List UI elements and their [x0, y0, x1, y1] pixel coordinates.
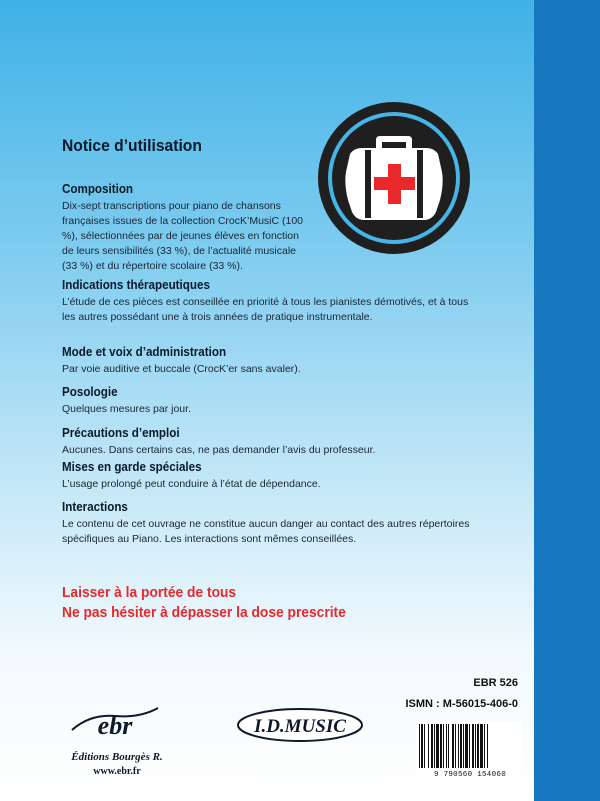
barcode-bar	[452, 724, 454, 768]
barcode-bar	[440, 724, 442, 768]
barcode-bar	[460, 724, 462, 768]
id-music-logo-text: I.D.MUSIC	[254, 716, 346, 737]
barcode-bar	[477, 724, 479, 768]
barcode-bar	[487, 724, 488, 768]
section-body: L’usage prolongé peut conduire à l’état de dépendance.	[62, 478, 321, 490]
ebr-logo	[70, 700, 160, 742]
section-title: Posologie	[62, 385, 118, 399]
barcode-bar	[421, 724, 423, 768]
publisher-url: www.ebr.fr	[93, 766, 141, 777]
barcode-bar	[484, 724, 485, 768]
section-interactions	[62, 500, 472, 547]
id-music-logo	[236, 707, 364, 743]
section-mises-en-garde	[62, 460, 472, 492]
barcode-bar	[469, 724, 470, 768]
barcode-bar	[475, 724, 476, 768]
warning-line: Ne pas hésiter à dépasser la dose prescrite	[62, 604, 346, 621]
section-title: Indications thérapeutiques	[62, 278, 210, 292]
section-indications	[62, 278, 472, 325]
barcode	[416, 722, 522, 770]
barcode-bar	[443, 724, 444, 768]
section-body: Quelques mesures par jour.	[62, 403, 191, 415]
barcode-bar	[434, 724, 435, 768]
barcode-bar	[446, 724, 447, 768]
section-composition	[62, 182, 472, 274]
barcode-bar	[431, 724, 433, 768]
section-body: Dix-sept transcriptions pour piano de chansons françaises issues de la collection CrocK’MusiC (100 %), sélectionnées par de jeunes élèves en fonction de leurs sensibilités (33 %), de l’actualité musicale (33 %) et du répertoire scolaire (33 %).	[62, 200, 304, 272]
barcode-bar	[419, 724, 420, 768]
section-title: Mises en garde spéciales	[62, 460, 202, 474]
section-title: Interactions	[62, 500, 128, 514]
barcode-bar	[448, 724, 449, 768]
barcode-bar	[428, 724, 429, 768]
catalog-ref: EBR 526	[473, 677, 518, 689]
barcode-bar	[472, 724, 474, 768]
publisher-name: Éditions Bourgès R.	[71, 751, 163, 763]
barcode-bar	[463, 724, 464, 768]
section-title: Composition	[62, 182, 134, 196]
section-body: L’étude de ces pièces est conseillée en priorité à tous les pianistes démotivés, et à tous les autres possédant une à trois années de pratique instrumentale.	[62, 296, 469, 323]
barcode-bar	[424, 724, 425, 768]
section-posologie	[62, 385, 472, 417]
section-body: Aucunes. Dans certains cas, ne pas demander l’avis du professeur.	[62, 444, 376, 456]
barcode-bar	[458, 724, 459, 768]
barcode-bar	[465, 724, 468, 768]
section-title: Mode et voix d’administration	[62, 345, 227, 359]
warning-line: Laisser à la portée de tous	[62, 584, 237, 601]
section-title: Précautions d’emploi	[62, 426, 180, 440]
ebr-logo-text: ebr	[97, 711, 133, 740]
section-body: Par voie auditive et buccale (CrocK’er sans avaler).	[62, 363, 301, 375]
ismn: ISMN : M-56015-406-0	[405, 698, 518, 710]
barcode-bar	[455, 724, 456, 768]
notice-title: Notice d’utilisation	[62, 136, 202, 155]
barcode-number: 9 790560 154060	[433, 771, 506, 779]
barcode-bar	[436, 724, 439, 768]
section-administration	[62, 345, 472, 377]
section-precautions	[62, 426, 472, 458]
barcode-bar	[480, 724, 483, 768]
section-body: Le contenu de cet ouvrage ne constitue aucun danger au contact des autres répertoires spécifiques au Piano. Les interactions sont mêmes conseillées.	[62, 518, 470, 545]
side-color-band	[534, 0, 600, 801]
